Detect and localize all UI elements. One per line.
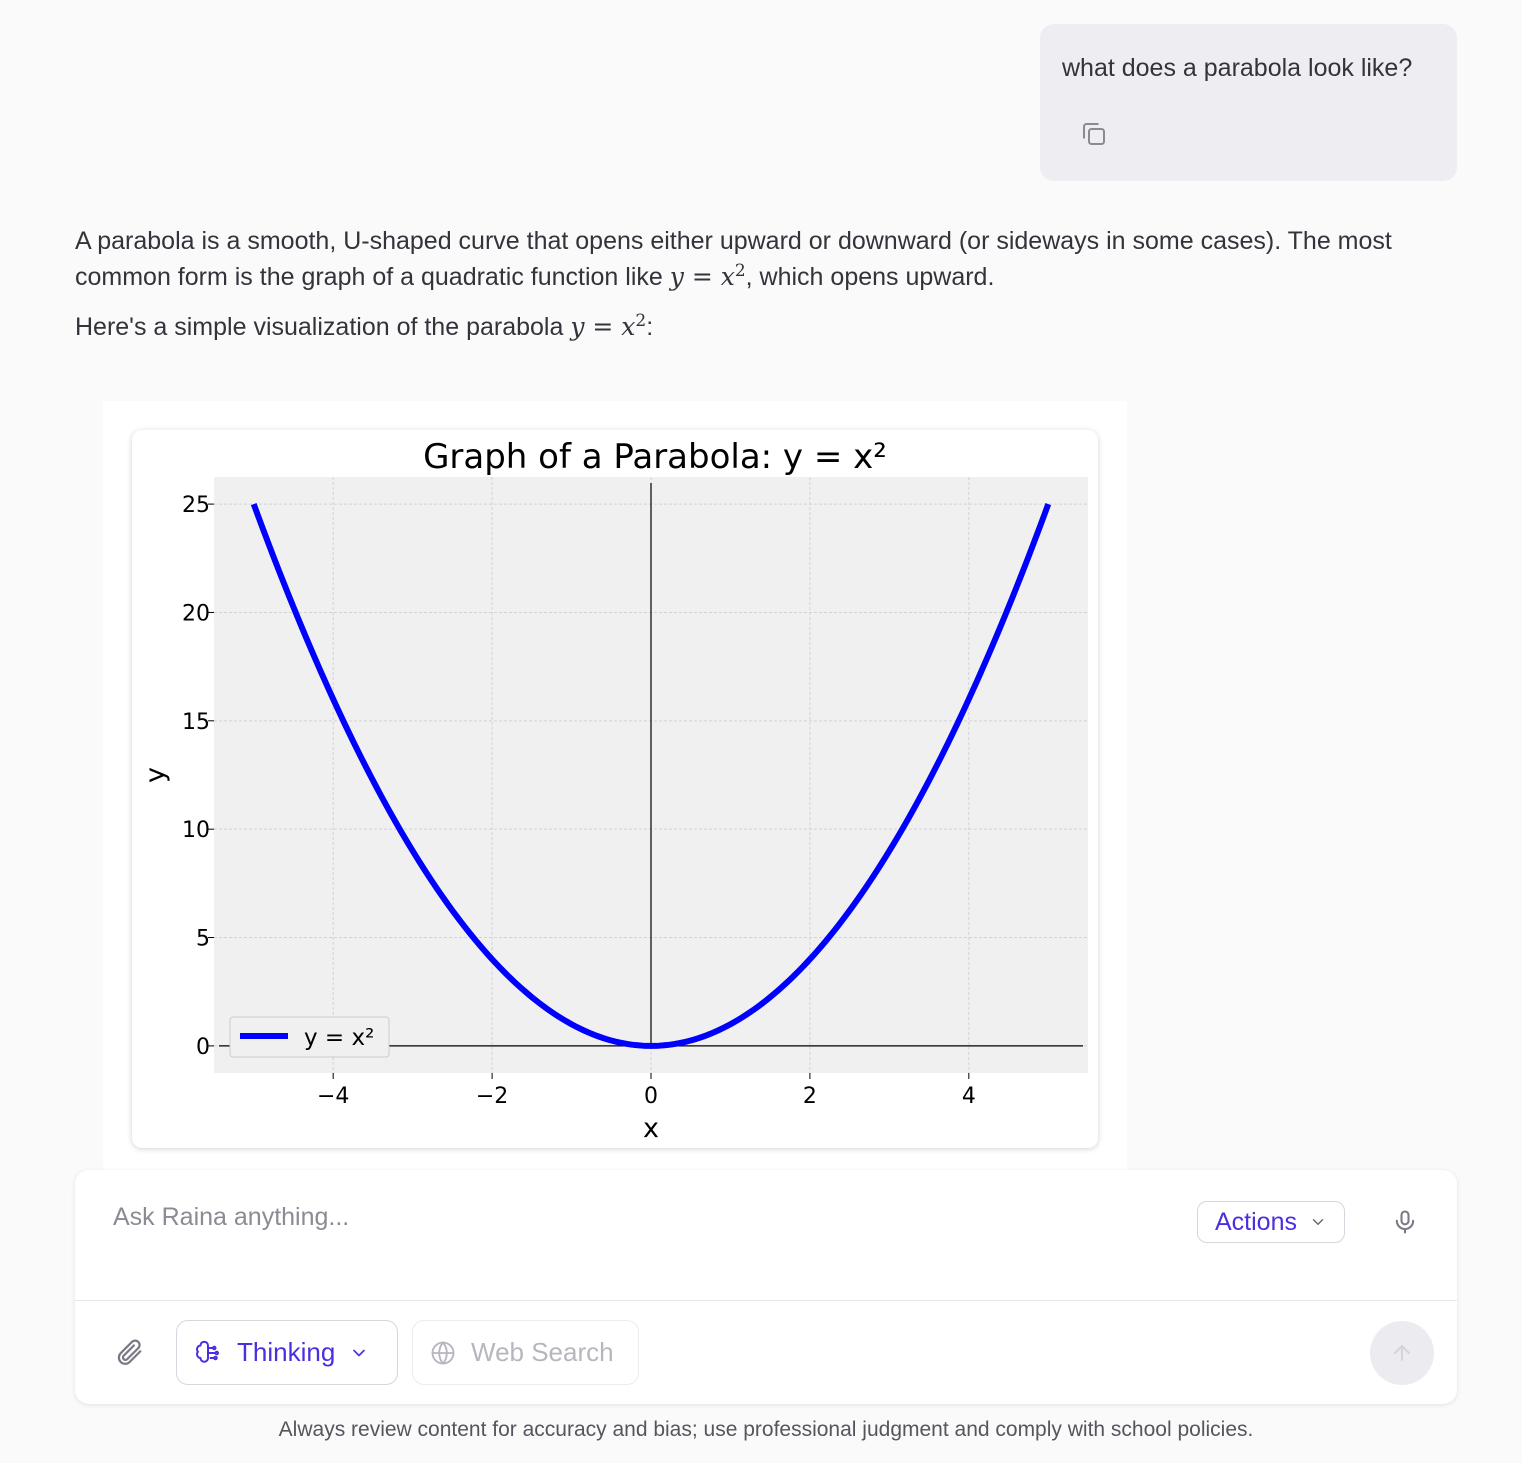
y-tick-label: 10 <box>182 818 210 844</box>
thinking-label: Thinking <box>237 1337 336 1367</box>
y-tick-label: 25 <box>182 493 210 519</box>
chart-title: Graph of a Parabola: y = x² <box>423 437 887 477</box>
y-tick-label: 5 <box>196 926 210 952</box>
y-tick-label: 20 <box>182 601 210 627</box>
assistant-text: A parabola is a smooth, U-shaped curve that opens either upward or downward (or sideways in some cases). The most common form is the graph of a quadratic function like <box>75 227 1392 291</box>
microphone-icon <box>1391 1208 1419 1236</box>
y-axis-label: y <box>140 767 171 783</box>
chat-input[interactable] <box>111 1198 1115 1236</box>
attach-button[interactable] <box>113 1336 145 1368</box>
chat-composer <box>75 1170 1457 1404</box>
microphone-button[interactable] <box>1389 1206 1421 1238</box>
paperclip-icon <box>114 1337 144 1367</box>
composer-divider <box>75 1300 1457 1301</box>
web-search-label: Web Search <box>471 1337 614 1367</box>
chevron-down-icon <box>1309 1213 1327 1231</box>
x-tick-label: 0 <box>644 1084 658 1109</box>
disclaimer-text: Always review content for accuracy and bias; use professional judgment and comply with school policies. <box>278 1418 1254 1441</box>
assistant-text: , which opens upward. <box>745 263 995 291</box>
legend-label: y = x² <box>304 1025 375 1051</box>
globe-icon <box>429 1339 457 1367</box>
thinking-mode-dropdown[interactable] <box>176 1320 398 1385</box>
actions-label: Actions <box>1215 1207 1297 1236</box>
x-axis-label: x <box>643 1113 659 1144</box>
assistant-text: Here's a simple visualization of the parabola <box>75 313 571 341</box>
chevron-down-icon <box>349 1343 369 1363</box>
math-exponent: 2 <box>734 261 746 281</box>
user-message-bubble <box>1040 24 1457 181</box>
assistant-paragraph-2 <box>75 309 1455 345</box>
y-tick-label: 0 <box>196 1034 210 1060</box>
math-text: y = x <box>669 262 735 291</box>
chart-card <box>132 430 1098 1148</box>
x-tick-label: 4 <box>961 1084 976 1109</box>
assistant-paragraph-1 <box>75 224 1455 295</box>
y-tick-label: 15 <box>182 709 210 735</box>
math-expression <box>570 312 646 341</box>
user-message-text: what does a parabola look like? <box>1062 54 1413 82</box>
math-exponent: 2 <box>635 311 647 331</box>
math-expression <box>670 262 746 291</box>
parabola-chart <box>132 430 1098 1148</box>
chart-figure <box>103 401 1127 1171</box>
assistant-message <box>75 224 1455 345</box>
x-tick-label: −4 <box>316 1084 350 1109</box>
math-text: y = x <box>570 312 636 341</box>
arrow-up-icon <box>1390 1341 1414 1365</box>
send-button[interactable] <box>1370 1321 1434 1385</box>
copy-icon[interactable] <box>1078 118 1110 150</box>
brain-icon <box>193 1338 223 1368</box>
actions-dropdown[interactable] <box>1197 1201 1345 1243</box>
x-tick-label: −2 <box>475 1084 509 1109</box>
assistant-text: : <box>646 313 654 341</box>
x-tick-label: 2 <box>802 1084 817 1109</box>
web-search-toggle[interactable] <box>412 1320 639 1385</box>
